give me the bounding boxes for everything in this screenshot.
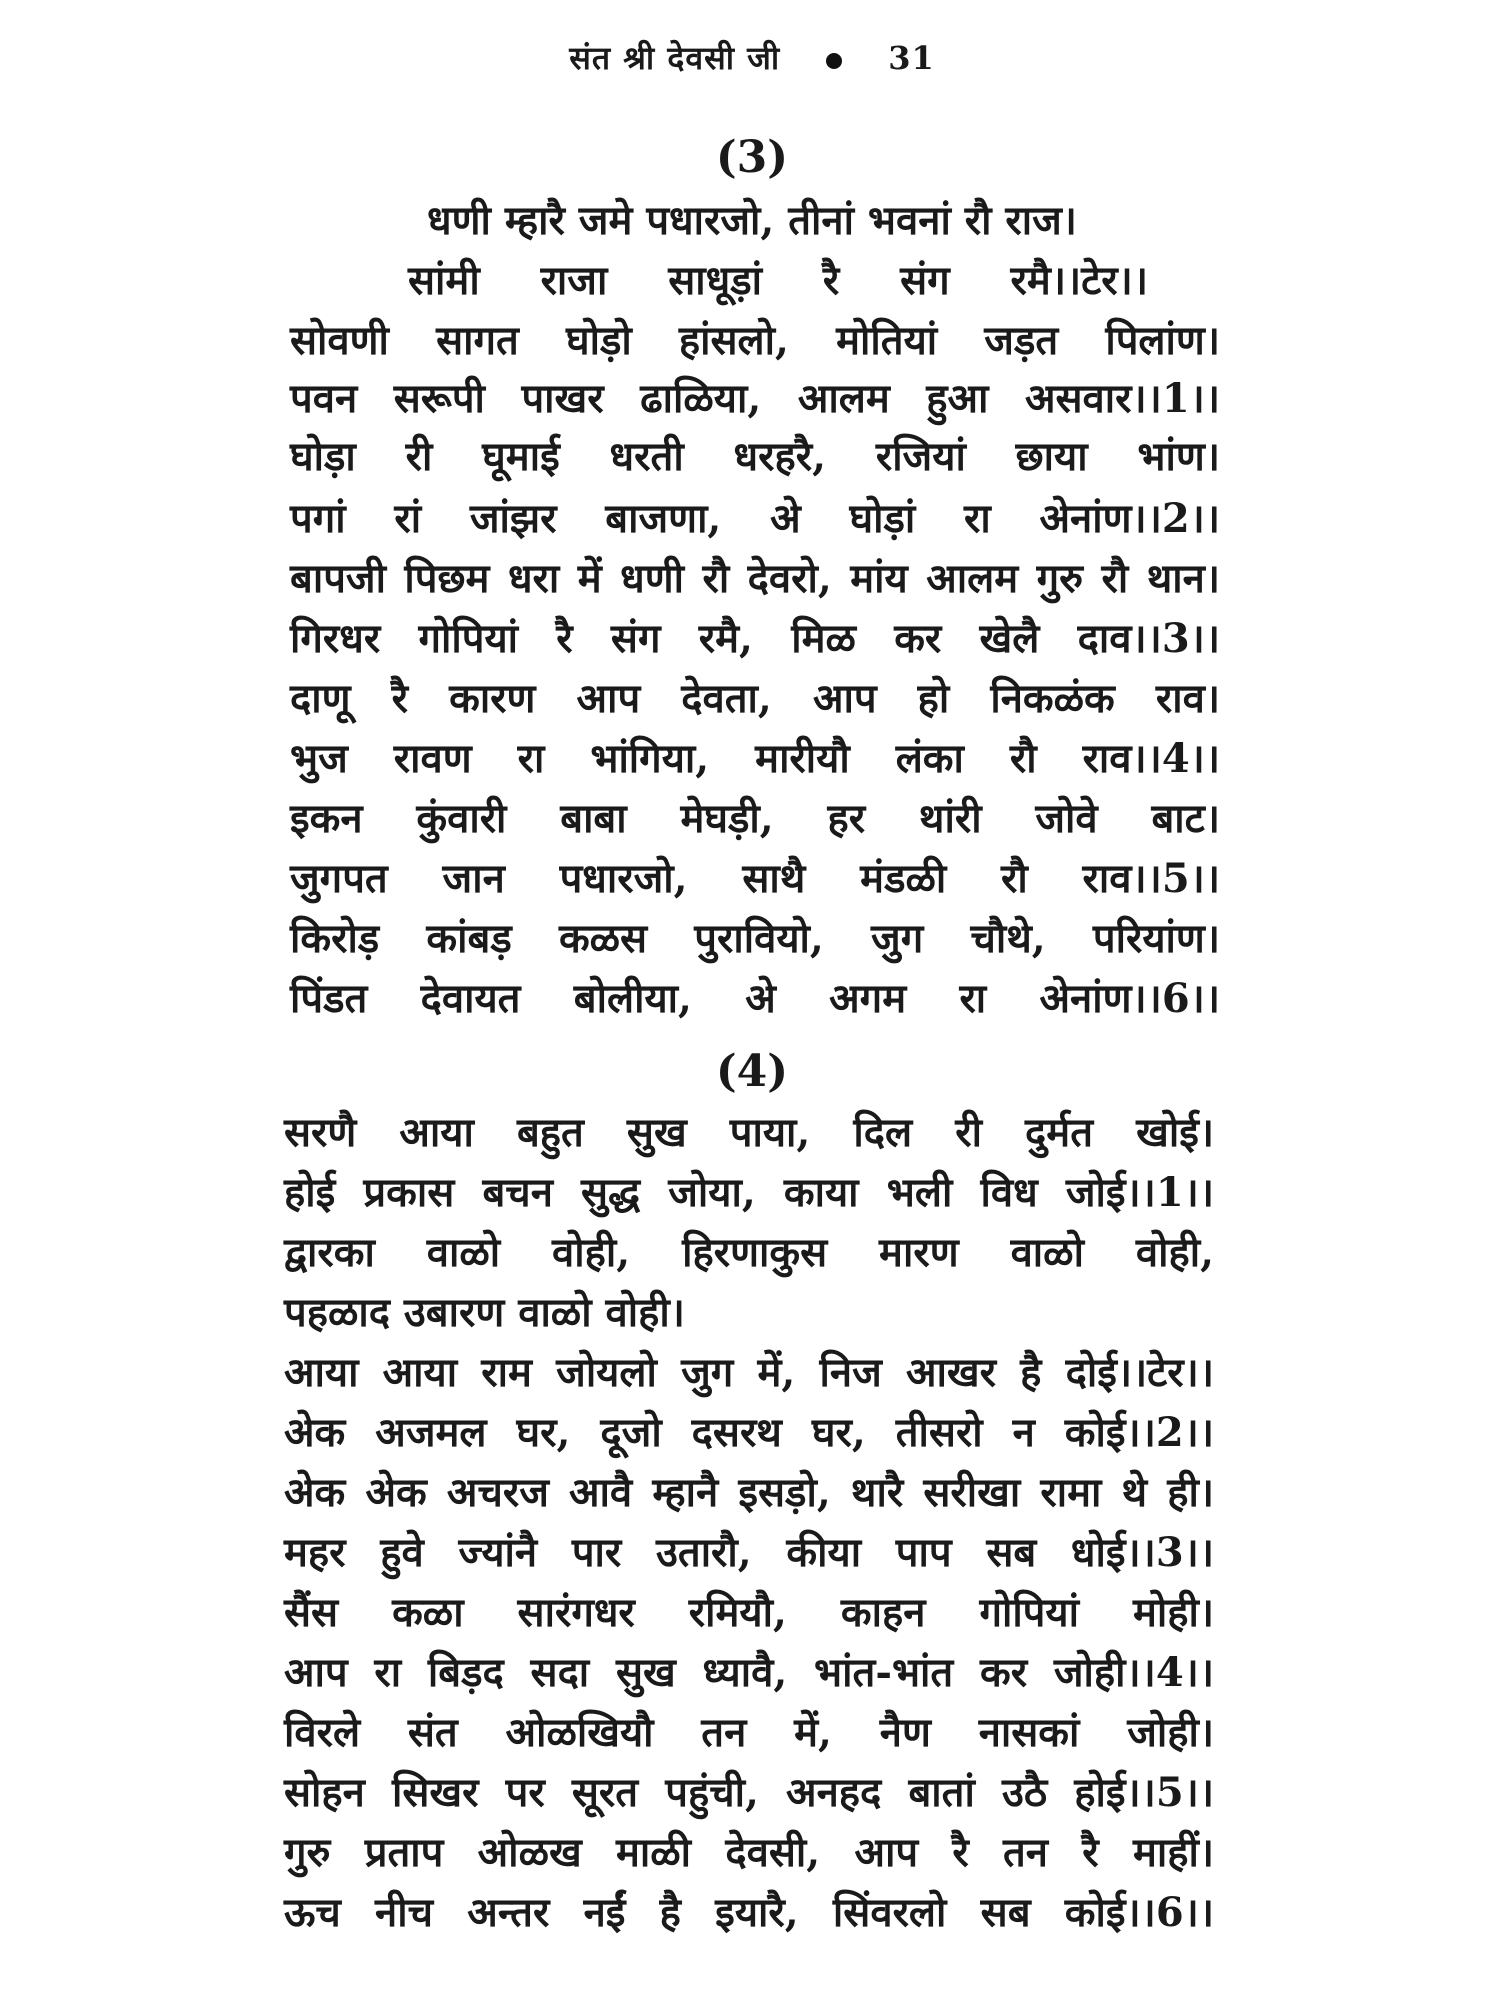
section-heading-3: (3) [715,132,789,183]
refrain-line: आया आया राम जोयलो जुग में, निज आखर है दोई।।टेर।। [284,1349,1214,1396]
verse-line: गुरु प्रताप ओळख माळी देवसी, आप रै तन रै माहीं। [284,1829,1214,1876]
verse-line: बापजी पिछम धरा में धणी रौ देवरो, मांय आलम गुरु रौ थान। [290,555,1220,602]
verse-line: महर हुवे ज्यांनै पार उतारौ, कीया पाप सब धोई।।3।। [284,1529,1214,1576]
verse-line: जुगपत जान पधारजो, साथै मंडळी रौ राव।।5।। [290,855,1220,902]
verse-line: सोवणी सागत घोड़ो हांसलो, मोतियां जड़त पिलांण। [290,317,1220,364]
bullet-separator-icon [826,53,842,69]
verse-line: किरोड़ कांबड़ कळस पुरावियो, जुग चौथे, परियांण। [290,915,1220,962]
verse-line: भुज रावण रा भांगिया, मारीयौ लंका रौ राव।।4।। [290,735,1220,782]
verse-line: विरले संत ओळखियौ तन में, नैण नासकां जोही। [284,1709,1214,1756]
verse-line: सरणै आया बहुत सुख पाया, दिल री दुर्मत खोई। [284,1109,1214,1156]
verse-line: पहळाद उबारण वाळो वोही। [284,1289,685,1336]
running-header [0,36,1504,79]
verse-line: घोड़ा री घूमाई धरती धरहरै, रजियां छाया भांण। [290,433,1220,480]
verse-line: पवन सरूपी पाखर ढाळिया, आलम हुआ असवार।।1।। [290,375,1220,422]
verse-line: होई प्रकास बचन सुद्ध जोया, काया भली विध जोई।।1।। [284,1169,1214,1216]
verse-line: सैंस कळा सारंगधर रमियौ, काहन गोपियां मोही। [284,1589,1214,1636]
verse-line: आप रा बिड़द सदा सुख ध्यावै, भांत-भांत कर जोही।।4।। [284,1649,1214,1696]
section-heading-4: (4) [715,1046,789,1097]
verse-line: दाणू रै कारण आप देवता, आप हो निकळंक राव। [290,675,1220,722]
refrain-line: सांमी राजा साधूड़ां रै संग रमै।।टेर।। [408,257,1148,304]
verse-line: धणी म्हारै जमे पधारजो, तीनां भवनां रौ राज। [427,197,1077,244]
verse-line: ऊच नीच अन्तर नईं है इयारै, सिंवरलो सब कोई।।6।। [284,1889,1214,1936]
book-title: संत श्री देवसी जी [569,39,781,77]
verse-line: अेक अजमल घर, दूजो दसरथ घर, तीसरो न कोई।।2।। [284,1409,1214,1456]
verse-line: पगां रां जांझर बाजणा, अे घोड़ां रा अेनांण।।2।। [290,495,1220,542]
page-number: 31 [888,39,935,77]
verse-line: पिंडत देवायत बोलीया, अे अगम रा अेनांण।।6।। [290,975,1220,1022]
verse-line: अेक अेक अचरज आवै म्हानै इसड़ो, थारै सरीखा रामा थे ही। [284,1469,1214,1516]
verse-line: द्वारका वाळो वोही, हिरणाकुस मारण वाळो वोही, [284,1229,1214,1276]
verse-line: सोहन सिखर पर सूरत पहुंची, अनहद बातां उठै होई।।5।। [284,1769,1214,1816]
verse-line: गिरधर गोपियां रै संग रमै, मिळ कर खेलै दाव।।3।। [290,615,1220,662]
verse-line: इकन कुंवारी बाबा मेघड़ी, हर थांरी जोवे बाट। [290,795,1220,842]
